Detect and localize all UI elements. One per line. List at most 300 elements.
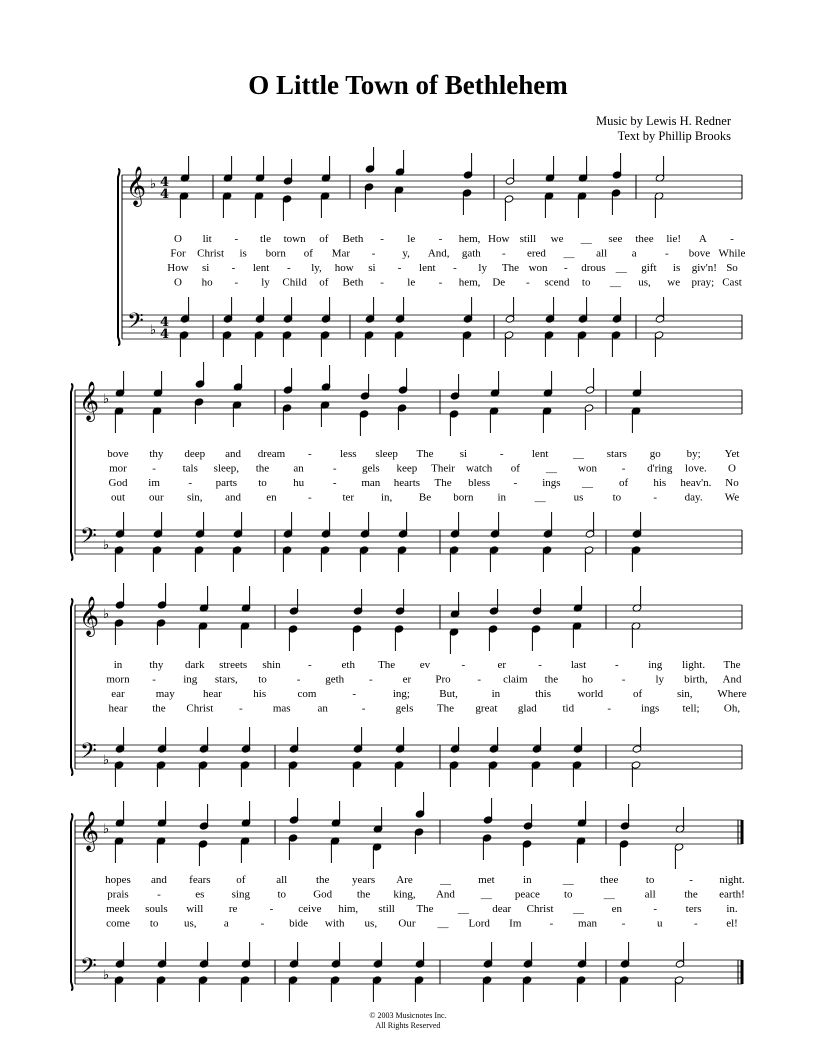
lyric-syllable: Child [282,276,307,289]
time-signature-digit: 4 [160,175,170,190]
lyric-syllable: thee [600,874,619,886]
lyric-syllable: - [502,247,506,260]
lyric-syllable: the [255,462,270,475]
lyric-syllable: all [644,888,656,901]
lyric-syllable: - [371,247,376,260]
lyric-syllable: birth, [684,673,708,686]
lyric-syllable: For [170,247,186,260]
lyric-syllable: bove [688,247,711,260]
lyric-syllable: er [402,673,412,686]
lyric-syllable: - [352,688,356,700]
lyric-syllable: __ [457,903,469,915]
lyric-syllable: im [148,477,160,489]
lyric-syllable: - [188,477,193,489]
lyric-syllable: - [286,262,291,274]
lyric-syllable: a [223,917,229,930]
lyric-syllable: stars, [214,673,238,686]
system-bracket [71,814,73,990]
lyric-syllable: earth! [719,888,745,901]
lyric-syllable: lie! [666,233,682,245]
lyric-syllable: the [544,673,559,686]
lyric-syllable: of [510,462,520,475]
lyric-syllable: of [236,874,246,886]
lyric-syllable: gels [395,702,414,715]
lyric-syllable: ter [342,491,355,504]
lyric-syllable: parts [215,477,238,489]
song-title: O Little Town of Bethlehem [248,70,568,100]
lyric-syllable: ered [527,247,546,260]
lyric-syllable: out [110,491,126,504]
lyric-syllable: com [297,688,317,700]
lyric-syllable: __ [580,233,592,245]
lyric-syllable: see [608,233,623,245]
lyric-syllable: Pro [435,673,451,686]
lyric-syllable: with [324,917,345,930]
lyric-syllable: heav'n. [680,477,712,489]
lyric-syllable: an [293,462,304,475]
lyric-syllable: mas [272,702,291,715]
lyric-syllable: Cast [722,276,742,289]
key-signature-flat: ♭ [103,822,110,837]
lyric-syllable: ters [685,903,702,915]
lyric-syllable: re [228,903,238,915]
lyric-syllable: us, [183,917,197,930]
lyric-syllable: The [723,659,741,671]
lyric-syllable: geth [325,673,345,686]
lyric-syllable: scend [544,276,570,289]
lyric-syllable: shin [262,659,281,671]
bass-clef: 𝄢 [80,524,97,554]
lyric-syllable: pray; [691,276,715,289]
lyric-syllable: glad [517,702,537,715]
lyric-syllable: __ [573,448,584,460]
lyric-syllable: lent [531,448,549,460]
lyric-syllable: - [260,917,265,930]
lyric-syllable: y, [402,247,410,260]
lyric-syllable: - [607,702,612,715]
lyric-syllable: town [283,233,306,245]
lyric-syllable: to [258,477,267,489]
lyric-syllable: Beth [342,276,364,289]
lyric-syllable: born [453,491,474,504]
lyric-syllable: sleep [375,448,398,460]
key-signature-flat: ♭ [103,753,110,768]
lyric-syllable: watch [466,462,493,475]
key-signature-flat: ♭ [103,538,110,553]
lyric-syllable: - [499,448,504,460]
lyric-syllable: and [225,448,242,460]
lyric-syllable: to [277,888,287,901]
lyric-syllable: - [526,276,530,289]
lyric-syllable: peace [514,888,540,901]
lyric-syllable: in [497,491,507,504]
lyric-syllable: his [253,688,267,700]
lyric-syllable: and [150,874,167,886]
lyric-syllable: giv'n! [691,262,717,274]
lyric-syllable: the [315,874,330,886]
lyric-syllable: Oh, [723,702,741,715]
lyric-syllable: Yet [724,448,740,460]
lyric-syllable: to [149,917,159,930]
lyric-syllable: ly, [311,262,322,274]
lyric-syllable: The [501,262,519,274]
lyric-syllable: __ [545,462,557,475]
lyric-syllable: el! [726,917,738,930]
lyric-syllable: the [356,888,371,901]
lyric-syllable: O [728,462,736,475]
lyric-syllable: ly [478,262,487,274]
lyric-syllable: ear [111,688,125,700]
lyric-syllable: lent [419,262,436,274]
lyric-syllable: tid [562,702,575,715]
lyric-syllable: - [438,233,443,245]
lyric-syllable: sin, [676,688,693,700]
lyric-syllable: meek [106,903,130,915]
lyric-syllable: Christ [526,903,554,915]
key-signature-flat: ♭ [103,968,110,983]
lyric-syllable: And [722,673,742,686]
copyright-notice [0,1011,816,1031]
bass-clef: 𝄢 [127,309,144,339]
lyric-syllable: in, [380,491,393,504]
lyric-syllable: tle [259,233,271,245]
bass-clef: 𝄢 [80,739,97,769]
lyric-syllable: - [231,262,236,274]
lyric-syllable: to [612,491,622,504]
system-bracket [118,169,120,345]
lyric-syllable: __ [603,888,615,901]
time-signature-digit: 4 [160,315,170,330]
lyric-syllable: of [619,477,629,489]
lyric-syllable: si [459,448,468,460]
lyric-syllable: ly [261,276,270,289]
system-bracket [71,384,73,560]
lyric-syllable: this [535,688,552,700]
lyric-syllable: day. [684,491,703,504]
lyric-syllable: No [725,477,739,489]
lyric-syllable: will [186,903,204,915]
lyric-syllable: tell; [682,702,700,715]
lyric-syllable: claim [503,673,528,686]
lyric-syllable: We [724,491,740,504]
lyric-syllable: of [319,233,329,245]
lyric-syllable: we [550,233,564,245]
lyric-syllable: ing [183,673,198,686]
lyric-syllable: the [152,702,166,715]
lyric-syllable: en [611,903,623,915]
copyright-line: © 2003 Musicnotes Inc. [369,1011,447,1020]
lyric-syllable: - [615,659,619,671]
key-signature-flat: ♭ [103,607,110,622]
lyric-syllable: hem, [458,276,481,289]
lyric-syllable: - [538,659,542,671]
lyric-syllable: God [108,477,128,489]
lyric-syllable: of [303,247,313,260]
lyric-syllable: __ [439,874,451,886]
lyric-syllable: drous [581,262,606,274]
lyric-syllable: his [653,477,667,489]
lyric-syllable: keep [396,462,418,475]
lyric-syllable: souls [145,903,168,915]
lyric-syllable: a [631,247,637,260]
lyric-syllable: d'ring [647,462,673,475]
lyric-syllable: sing [231,888,250,901]
lyric-syllable: hearts [393,477,421,489]
lyric-syllable: hear [202,688,222,700]
lyric-syllable: - [438,276,443,289]
lyric-syllable: Be [418,491,432,504]
lyric-syllable: en [266,491,277,504]
lyric-syllable: Lord [468,917,490,930]
lyric-syllable: of [632,688,643,700]
lyric-syllable: And, [427,247,450,260]
lyric-syllable: - [234,233,239,245]
lyric-syllable: to [645,874,655,886]
lyric-syllable: us, [638,276,651,289]
lyric-syllable: __ [562,874,574,886]
lyric-syllable: __ [573,903,584,915]
lyric-syllable: __ [609,276,621,289]
lyric-syllable: - [653,491,658,504]
system-bracket [71,599,73,775]
lyric-syllable: __ [480,888,492,901]
lyric-syllable: How [488,233,510,245]
lyric-syllable: How [167,262,189,274]
time-signature-digit: 4 [160,187,170,202]
lyric-syllable: hu [293,477,305,489]
lyric-syllable: Christ [186,702,214,715]
lyric-syllable: morn [106,673,130,686]
lyric-syllable: - [397,262,402,274]
lyric-syllable: prais [107,888,129,901]
lyric-syllable: ho [582,673,594,686]
lyric-syllable: A [698,233,707,245]
lyric-syllable: Beth [342,233,364,245]
lyric-syllable: an [317,702,328,715]
lyric-syllable: Are [396,874,413,886]
lyric-syllable: __ [534,491,546,504]
lyric-syllable: hear [108,702,128,715]
lyric-syllable: to [258,673,267,686]
lyric-syllable: - [513,477,518,489]
lyric-syllable: us [573,491,584,504]
lyric-syllable: The [434,477,452,489]
lyric-syllable: - [296,673,301,686]
lyric-syllable: God [313,888,333,901]
lyric-syllable: come [106,917,130,930]
lyric-syllable: The [416,903,434,915]
lyric-syllable: le [407,276,416,289]
lyric-syllable: lit [202,233,212,245]
rights-line: All Rights Reserved [375,1021,441,1030]
lyric-syllable: - [453,262,457,274]
lyric-syllable: streets [219,659,248,671]
lyric-syllable: - [461,659,466,671]
lyric-syllable: gels [361,462,380,475]
lyric-syllable: sin, [186,491,203,504]
lyric-syllable: - [157,888,161,901]
lyric-syllable: - [380,233,384,245]
lyric-syllable: - [308,659,312,671]
lyric-syllable: - [152,462,156,475]
text-credit: Text by Phillip Brooks [617,129,731,143]
lyric-syllable: le [407,233,416,245]
lyric-syllable: met [478,874,495,886]
lyric-syllable: - [621,917,626,930]
treble-clef: 𝄞 [79,811,100,851]
lyric-syllable: to [581,276,591,289]
lyric-syllable: to [563,888,573,901]
lyric-syllable: O [174,276,182,289]
lyric-syllable: years [351,874,376,886]
lyric-syllable: we [667,276,681,289]
lyric-syllable: - [689,874,693,886]
lyric-syllable: king, [393,888,416,901]
treble-clef: 𝄞 [79,596,100,636]
lyric-syllable: dear [492,903,512,915]
lyric-syllable: - [234,276,239,289]
lyric-syllable: born [265,247,286,260]
lyric-syllable: how [334,262,354,274]
lyric-syllable: won [528,262,548,274]
lyric-syllable: eth [341,659,355,671]
lyric-syllable: Mar [331,247,351,260]
lyric-syllable: man [361,477,381,489]
lyric-syllable: Where [717,688,747,700]
lyric-syllable: in [113,659,123,671]
lyric-syllable: Im [509,917,522,930]
lyric-syllable: ev [419,659,431,671]
lyric-syllable: less [340,448,357,460]
lyric-syllable: si [202,262,210,274]
lyric-syllable: - [730,233,734,245]
lyric-syllable: - [308,448,312,460]
lyric-syllable: thy [149,448,164,460]
lyric-syllable: O [174,233,182,245]
lyric-syllable: es [195,888,205,901]
lyric-syllable: - [380,276,384,289]
lyric-syllable: still [378,903,395,915]
lyric-syllable: love. [685,462,707,475]
lyric-syllable: may [155,688,175,700]
lyric-syllable: gift [641,262,657,274]
lyric-syllable: bless [468,477,491,489]
lyric-syllable: thee [635,233,654,245]
lyric-syllable: bide [289,917,309,930]
lyric-syllable: er [497,659,507,671]
lyric-syllable: __ [437,917,449,930]
lyric-syllable: lent [252,262,270,274]
lyric-syllable: our [149,491,164,504]
lyric-syllable: won [578,462,598,475]
lyric-syllable: And [435,888,455,901]
lyric-syllable: tals [182,462,198,475]
lyric-syllable: The [436,702,455,715]
lyric-syllable: - [332,462,337,475]
lyric-syllable: world [577,688,604,700]
key-signature-flat: ♭ [103,392,110,407]
lyric-syllable: The [378,659,396,671]
lyric-syllable: in [523,874,532,886]
lyric-syllable: So [726,262,738,274]
lyric-syllable: stars [606,448,627,460]
lyric-syllable: - [152,673,156,686]
lyric-syllable: - [653,903,658,915]
treble-clef: 𝄞 [126,166,147,206]
lyric-syllable: dream [257,448,286,460]
lyric-syllable: - [361,702,366,715]
lyric-syllable: - [621,462,626,475]
lyric-syllable: all [596,247,608,260]
time-signature-digit: 4 [160,327,170,342]
lyric-syllable: - [621,673,626,686]
lyric-syllable: go [649,448,661,460]
lyric-syllable: the [684,888,698,901]
lyric-syllable: - [308,491,312,504]
lyric-syllable: is [672,262,681,274]
lyric-syllable: si [368,262,376,274]
lyric-syllable: - [269,903,274,915]
lyric-syllable: him, [338,903,359,915]
lyric-syllable: hopes [105,874,131,886]
lyric-syllable: - [664,247,669,260]
lyric-syllable: While [718,247,746,260]
lyric-syllable: and [225,491,242,504]
lyric-syllable: ing [648,659,663,671]
lyric-syllable: u [657,917,663,930]
lyric-syllable: - [477,673,482,686]
lyric-syllable: dark [184,659,205,671]
lyric-syllable: bove [107,448,129,460]
lyric-syllable: light. [682,659,706,671]
lyric-syllable: thy [149,659,164,671]
lyric-syllable: sleep, [213,462,240,475]
lyric-syllable: - [694,917,698,930]
bass-clef: 𝄢 [80,954,97,984]
lyric-syllable: ly [655,673,665,686]
lyric-syllable: in. [726,903,738,915]
music-credit: Music by Lewis H. Redner [595,114,731,128]
lyric-syllable: great [475,702,498,715]
lyric-syllable: - [238,702,243,715]
lyric-syllable: __ [582,477,594,489]
lyric-syllable: by; [686,448,701,460]
lyric-syllable: Christ [197,247,225,260]
lyric-syllable: hem, [458,233,481,245]
lyric-syllable: __ [563,247,575,260]
lyric-syllable: - [549,917,554,930]
lyric-syllable: - [563,262,568,274]
lyric-syllable: ho [201,276,213,289]
lyric-syllable: - [332,477,337,489]
lyric-syllable: mor [109,462,127,475]
lyric-syllable: Our [398,917,416,930]
lyric-syllable: is [239,247,247,260]
lyric-syllable: But, [439,688,458,700]
lyric-syllable: us, [364,917,378,930]
key-signature-flat: ♭ [150,323,157,338]
treble-clef: 𝄞 [79,381,100,421]
lyric-syllable: man [578,917,598,930]
lyric-syllable: last [570,659,587,671]
lyric-syllable: ings [640,702,660,715]
lyric-syllable: deep [184,448,206,460]
lyric-syllable: of [319,276,329,289]
lyric-syllable: still [519,233,537,245]
lyric-syllable: The [416,448,434,460]
lyric-syllable: all [276,874,288,886]
key-signature-flat: ♭ [150,177,157,192]
